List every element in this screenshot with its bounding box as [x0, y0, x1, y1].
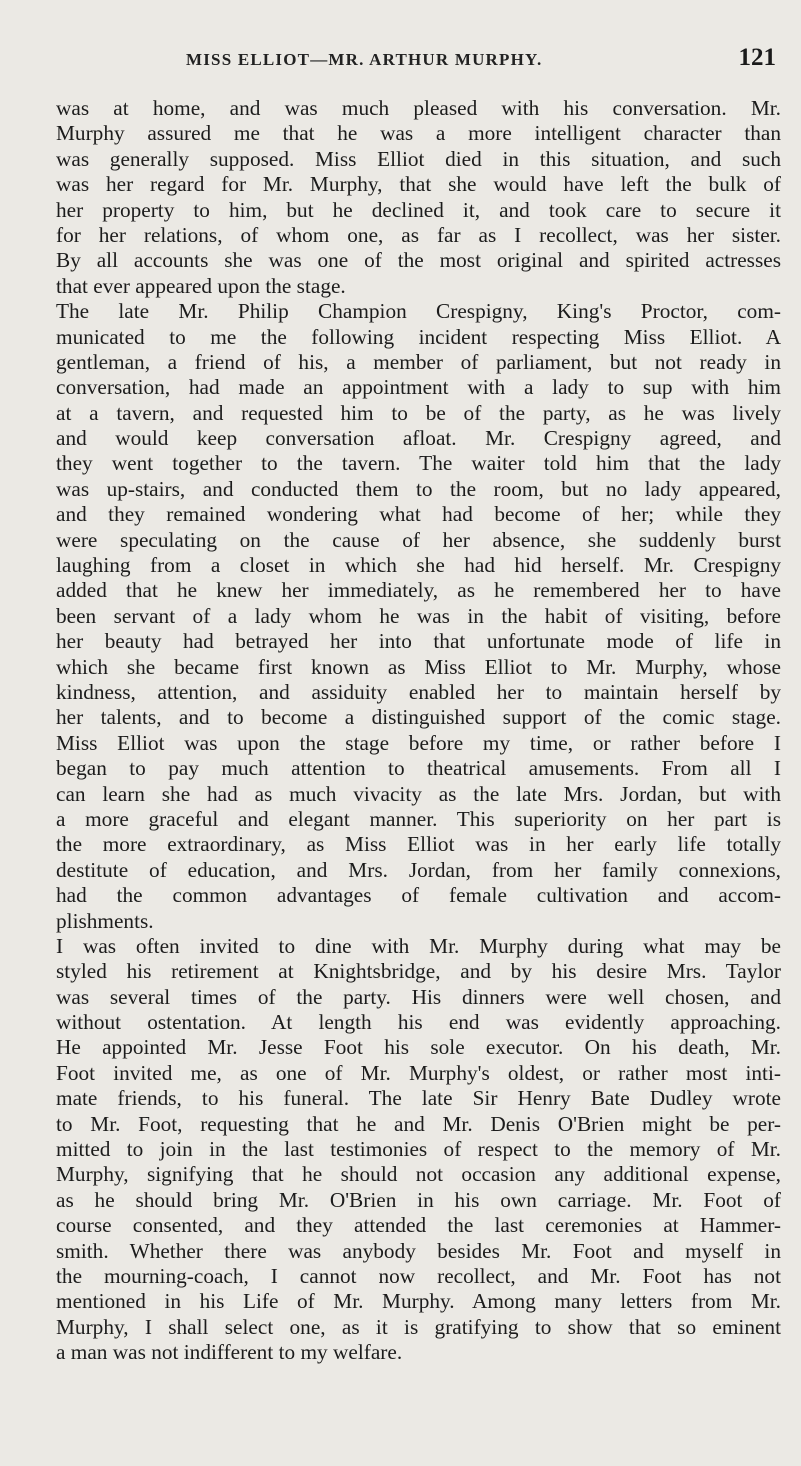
text-line: to Mr. Foot, requesting that he and Mr. Denis O'Brien might be per- — [56, 1111, 781, 1136]
text-line: which she became first known as Miss Elliot to Mr. Murphy, whose — [56, 654, 781, 679]
text-line: and they remained wondering what had become of her; while they — [56, 502, 781, 527]
text-line: her property to him, but he declined it, and took care to secure it — [56, 197, 781, 222]
text-line: her talents, and to become a distinguished support of the comic stage. — [56, 705, 781, 730]
text-line: mate friends, to his funeral. The late Sir Henry Bate Dudley wrote — [56, 1086, 781, 1111]
text-line: had the common advantages of female cultivation and accom- — [56, 883, 781, 908]
text-line: styled his retirement at Knightsbridge, and by his desire Mrs. Taylor — [56, 959, 781, 984]
text-line: laughing from a closet in which she had hid herself. Mr. Crespigny — [56, 553, 781, 578]
text-line: He appointed Mr. Jesse Foot his sole executor. On his death, Mr. — [56, 1035, 781, 1060]
text-line: destitute of education, and Mrs. Jordan, from her family connexions, — [56, 857, 781, 882]
text-line: was her regard for Mr. Murphy, that she would have left the bulk of — [56, 172, 781, 197]
text-line: began to pay much attention to theatrical amusements. From all I — [56, 756, 781, 781]
text-line: course consented, and they attended the last ceremonies at Hammer- — [56, 1213, 781, 1238]
text-line: without ostentation. At length his end was evidently approaching. — [56, 1010, 781, 1035]
text-line: I was often invited to dine with Mr. Murphy during what may be — [56, 933, 781, 958]
text-line: that ever appeared upon the stage. — [56, 273, 346, 298]
text-line: the more extraordinary, as Miss Elliot was in her early life totally — [56, 832, 781, 857]
text-line: was at home, and was much pleased with his conversation. Mr. — [56, 96, 781, 120]
running-title: MISS ELLIOT—MR. ARTHUR MURPHY. — [186, 50, 543, 69]
text-line: a man was not indifferent to my welfare. — [56, 1340, 403, 1365]
text-line: added that he knew her immediately, as he remembered her to have — [56, 578, 781, 603]
text-line: smith. Whether there was anybody besides Mr. Foot and myself in — [56, 1238, 781, 1263]
text-line: plishments. — [56, 908, 154, 933]
text-line: was several times of the party. His dinners were well chosen, and — [56, 984, 781, 1009]
running-head — [56, 44, 776, 74]
text-line: at a tavern, and requested him to be of the party, as he was lively — [56, 400, 781, 425]
text-line: her beauty had betrayed her into that unfortunate mode of life in — [56, 629, 781, 654]
text-line: the mourning-coach, I cannot now recollect, and Mr. Foot has not — [56, 1263, 781, 1288]
text-line: can learn she had as much vivacity as the late Mrs. Jordan, but with — [56, 781, 781, 806]
page-number: 121 — [738, 44, 776, 71]
text-line: Foot invited me, as one of Mr. Murphy's oldest, or rather most inti- — [56, 1060, 781, 1085]
text-line: The late Mr. Philip Champion Crespigny, King's Proctor, com- — [56, 299, 781, 324]
text-line: gentleman, a friend of his, a member of parliament, but not ready in — [56, 349, 781, 374]
text-line: Murphy assured me that he was a more intelligent character than — [56, 121, 781, 146]
text-line: as he should bring Mr. O'Brien in his own carriage. Mr. Foot of — [56, 1187, 781, 1212]
text-line: Murphy, I shall select one, as it is gratifying to show that so eminent — [56, 1314, 781, 1339]
text-line: Miss Elliot was upon the stage before my time, or rather before I — [56, 730, 781, 755]
text-line: was generally supposed. Miss Elliot died in this situation, and such — [56, 146, 781, 171]
text-line: Murphy, signifying that he should not occasion any additional expense, — [56, 1162, 781, 1187]
body-text — [56, 96, 781, 1366]
text-line: a more graceful and elegant manner. This superiority on her part is — [56, 806, 781, 831]
text-line: kindness, attention, and assiduity enabled her to maintain herself by — [56, 679, 781, 704]
text-line: mentioned in his Life of Mr. Murphy. Among many letters from Mr. — [56, 1289, 781, 1314]
text-line: municated to me the following incident respecting Miss Elliot. A — [56, 324, 781, 349]
text-line: were speculating on the cause of her absence, she suddenly burst — [56, 527, 781, 552]
text-line: conversation, had made an appointment with a lady to sup with him — [56, 375, 781, 400]
text-line: and would keep conversation afloat. Mr. Crespigny agreed, and — [56, 426, 781, 451]
text-line: been servant of a lady whom he was in the habit of visiting, before — [56, 603, 781, 628]
text-line: mitted to join in the last testimonies of respect to the memory of Mr. — [56, 1137, 781, 1162]
text-line: By all accounts she was one of the most original and spirited actresses — [56, 248, 781, 273]
text-line: was up-stairs, and conducted them to the room, but no lady appeared, — [56, 476, 781, 501]
text-line: they went together to the tavern. The waiter told him that the lady — [56, 451, 781, 476]
text-line: for her relations, of whom one, as far as I recollect, was her sister. — [56, 222, 781, 247]
